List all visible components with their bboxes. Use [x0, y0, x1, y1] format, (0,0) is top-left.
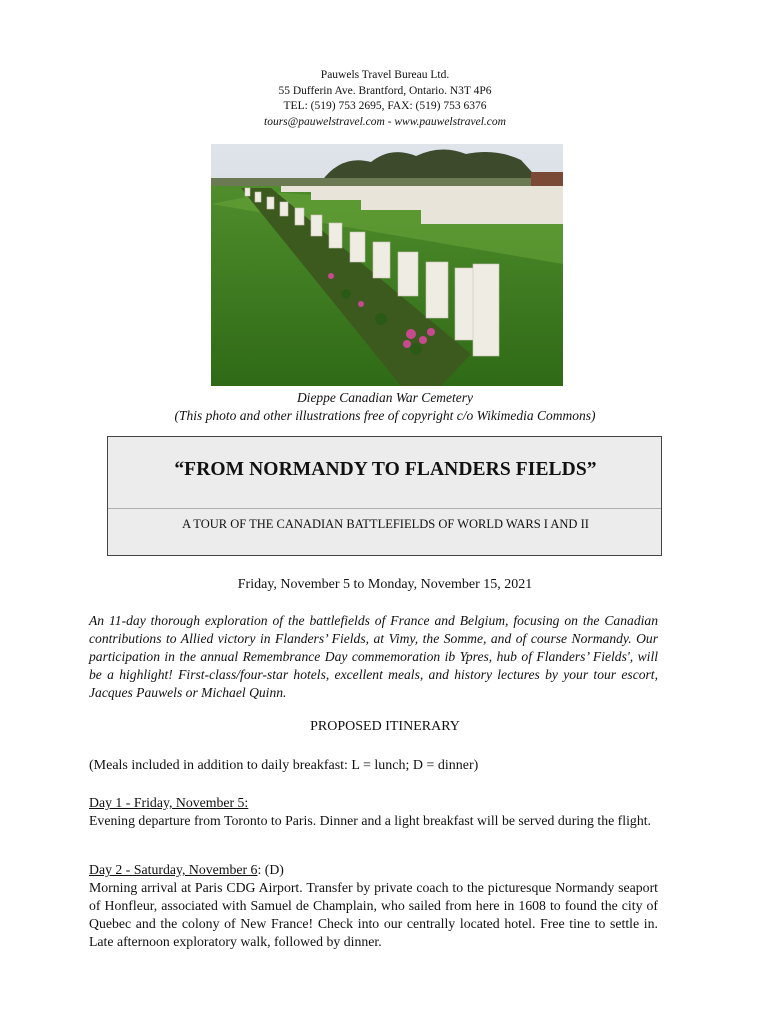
photo-caption [0, 389, 770, 425]
day-2-title: Day 2 - Saturday, November 6 [89, 862, 258, 877]
tour-subtitle: A TOUR OF THE CANADIAN BATTLEFIELDS OF WORLD WARS I AND II [182, 517, 589, 531]
company-name: Pauwels Travel Bureau Ltd. [320, 69, 450, 81]
itinerary-day-1 [89, 794, 658, 830]
company-phone: TEL: (519) 753 2695, FAX: (519) 753 6376 [283, 100, 487, 112]
tour-dates: Friday, November 5 to Monday, November 15, 2021 [237, 577, 533, 592]
tour-intro: An 11-day thorough exploration of the battlefields of France and Belgium, focusing on the Canadian contributions to Allied victory in Flanders’ Fields, at Vimy, the Somme, and of course Normandy. Our participation in the annual Remembrance Day commemoration ib Ypres, hub of Flanders’ Fields', will be a highlight! First-class/four-star hotels, excellent meals, and history lectures by your tour escort, Jacques Pauwels or Michael Quinn. [89, 613, 658, 700]
title-box-divider [108, 508, 661, 509]
tour-title: “FROM NORMANDY TO FLANDERS FIELDS” [174, 459, 597, 480]
company-address: 55 Dufferin Ave. Brantford, Ontario. N3T 4P6 [278, 84, 492, 97]
tour-title-box [107, 436, 662, 556]
day-1-text: Evening departure from Toronto to Paris. Dinner and a light breakfast will be served during the flight. [89, 813, 652, 828]
caption-title: Dieppe Canadian War Cemetery [296, 390, 474, 405]
cemetery-photo [211, 144, 563, 386]
meals-note: (Meals included in addition to daily breakfast: L = lunch; D = dinner) [89, 758, 479, 773]
itinerary-day-2 [89, 861, 658, 951]
caption-note: (This photo and other illustrations free of copyright c/o Wikimedia Commons) [174, 408, 596, 423]
company-contact: tours@pauwelstravel.com - www.pauwelstravel.com [264, 115, 506, 128]
day-2-text: Morning arrival at Paris CDG Airport. Transfer by private coach to the picturesque Normandy seaport of Honfleur, associated with Samuel de Champlain, who sailed from here in 1608 to found the city of Quebec and the colony of New France! Check into our centrally located hotel. Free tine to settle in. Late afternoon exploratory walk, followed by dinner. [89, 880, 658, 949]
itinerary-heading: PROPOSED ITINERARY [310, 719, 460, 734]
letterhead [0, 68, 770, 130]
day-2-meals: : (D) [257, 862, 284, 877]
day-1-title: Day 1 - Friday, November 5: [89, 795, 249, 810]
